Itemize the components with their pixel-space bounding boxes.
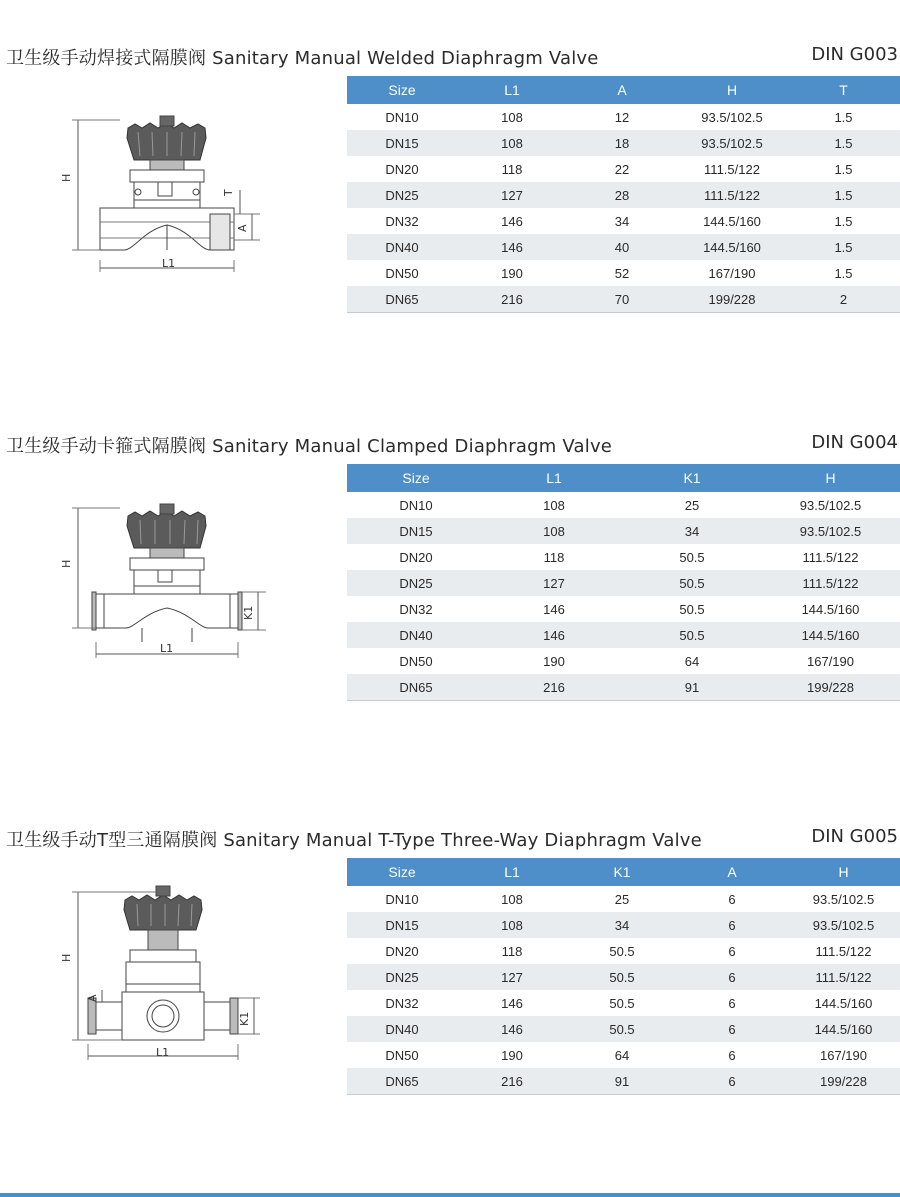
table-row <box>347 234 900 260</box>
table-cell: 6 <box>728 943 736 959</box>
table-cell: 108 <box>501 891 523 907</box>
table-row <box>347 938 900 964</box>
table-cell: 12 <box>614 109 630 125</box>
table-cell: DN15 <box>347 912 457 938</box>
table-cell: 50.5 <box>609 943 635 959</box>
label-t: T <box>222 189 235 196</box>
table-cell: 118 <box>501 943 523 959</box>
table-cell: 6 <box>728 1047 736 1063</box>
table-cell: DN25 <box>347 570 485 596</box>
section-title: 卫生级手动焊接式隔膜阀 Sanitary Manual Welded Diaphragm Valve <box>6 48 599 69</box>
table-cell: 144.5/160 <box>787 1016 900 1042</box>
spec-table-g003 <box>347 76 900 313</box>
label-k1: K1 <box>242 605 255 620</box>
table-cell: 64 <box>684 653 700 669</box>
footer-bar <box>0 1193 900 1197</box>
label-k1: K1 <box>238 1011 251 1026</box>
table-cell: 28 <box>567 182 677 208</box>
table-cell: 93.5/102.5 <box>787 912 900 938</box>
label-h: H <box>60 953 73 962</box>
table-cell: DN20 <box>399 549 433 565</box>
table-cell: 1.5 <box>787 130 900 156</box>
table-cell: 91 <box>623 674 761 701</box>
column-header: K1 <box>623 464 761 492</box>
column-header: L1 <box>485 464 623 492</box>
table-row <box>347 990 900 1016</box>
table-row <box>347 1016 900 1042</box>
table-row <box>347 544 900 570</box>
table-cell: DN32 <box>399 601 433 617</box>
label-l1: L1 <box>156 1046 170 1059</box>
section-title-row <box>0 826 900 856</box>
table-cell: DN25 <box>347 964 457 990</box>
table-cell: 93.5/102.5 <box>761 518 900 544</box>
table-cell: DN15 <box>347 130 457 156</box>
table-cell: 40 <box>567 234 677 260</box>
table-cell: 1.5 <box>834 213 853 229</box>
column-header: Size <box>347 858 457 886</box>
table-header-row <box>347 464 900 492</box>
table-cell: 50.5 <box>679 601 705 617</box>
table-cell: 93.5/102.5 <box>799 497 862 513</box>
column-header: H <box>761 464 900 492</box>
column-header: A <box>677 858 787 886</box>
table-cell: 1.5 <box>834 109 853 125</box>
table-cell: 118 <box>543 549 565 565</box>
table-cell: DN20 <box>385 161 419 177</box>
table-cell: 64 <box>614 1047 630 1063</box>
section-title: 卫生级手动卡箍式隔膜阀 Sanitary Manual Clamped Diaphragm Valve <box>6 436 613 457</box>
table-cell: 167/190 <box>807 653 854 669</box>
table-cell: 190 <box>501 265 523 281</box>
label-a: A <box>86 994 99 1002</box>
table-cell: DN10 <box>399 497 433 513</box>
table-cell: 108 <box>457 130 567 156</box>
welded-valve-drawing <box>60 110 270 280</box>
table-cell: 111.5/122 <box>787 964 900 990</box>
table-row <box>347 886 900 912</box>
table-cell: 93.5/102.5 <box>812 891 875 907</box>
table-cell: 118 <box>501 161 523 177</box>
table-cell: DN65 <box>347 286 457 313</box>
table-cell: 216 <box>457 286 567 313</box>
table-cell: DN65 <box>347 674 485 701</box>
table-cell: 108 <box>457 912 567 938</box>
table-header-row <box>347 76 900 104</box>
table-cell: 93.5/102.5 <box>677 130 787 156</box>
label-a: A <box>236 224 249 232</box>
table-cell: 2 <box>787 286 900 313</box>
table-cell: 1.5 <box>834 161 853 177</box>
clamped-valve-drawing <box>60 496 270 666</box>
table-cell: 144.5/160 <box>761 622 900 648</box>
table-row <box>347 570 900 596</box>
table-cell: 25 <box>614 891 630 907</box>
table-cell: 6 <box>728 995 736 1011</box>
table-cell: DN65 <box>347 1068 457 1095</box>
table-cell: 111.5/122 <box>815 943 872 959</box>
section-title-row <box>0 432 900 462</box>
column-header: Size <box>347 464 485 492</box>
table-cell: 144.5/160 <box>703 213 761 229</box>
table-cell: 167/190 <box>708 265 756 281</box>
table-row <box>347 912 900 938</box>
section-title: 卫生级手动T型三通隔膜阀 Sanitary Manual T-Type Three-Way Diaphragm Valve <box>6 830 702 851</box>
column-header: H <box>787 858 900 886</box>
t-type-valve-drawing <box>60 884 270 1074</box>
spec-table-g005 <box>347 858 900 1095</box>
section-code: DIN G003 <box>811 44 898 65</box>
table-cell: 93.5/102.5 <box>701 109 763 125</box>
table-cell: 70 <box>567 286 677 313</box>
section-code: DIN G004 <box>811 432 898 453</box>
table-cell: DN40 <box>347 1016 457 1042</box>
table-cell: 91 <box>567 1068 677 1095</box>
table-cell: 199/228 <box>761 674 900 701</box>
table-cell: DN50 <box>385 1047 419 1063</box>
table-cell: 144.5/160 <box>814 995 873 1011</box>
section-code: DIN G005 <box>811 826 898 847</box>
table-cell: DN10 <box>385 109 419 125</box>
label-l1: L1 <box>160 642 174 655</box>
table-cell: 144.5/160 <box>677 234 787 260</box>
table-cell: 18 <box>567 130 677 156</box>
label-h: H <box>60 559 73 568</box>
table-cell: 144.5/160 <box>801 601 860 617</box>
section-title-row <box>0 44 900 74</box>
table-cell: 216 <box>485 674 623 701</box>
table-cell: 1.5 <box>787 234 900 260</box>
column-header: K1 <box>567 858 677 886</box>
table-cell: 6 <box>677 912 787 938</box>
table-cell: 146 <box>457 1016 567 1042</box>
table-cell: DN20 <box>385 943 419 959</box>
table-cell: DN40 <box>347 234 457 260</box>
table-cell: 1.5 <box>834 265 853 281</box>
table-cell: 127 <box>457 964 567 990</box>
table-cell: DN50 <box>385 265 419 281</box>
table-cell: DN40 <box>347 622 485 648</box>
table-cell: 111.5/122 <box>704 161 760 177</box>
table-row <box>347 518 900 544</box>
table-cell: 146 <box>501 213 523 229</box>
table-row <box>347 156 900 182</box>
table-row <box>347 622 900 648</box>
table-cell: DN32 <box>385 213 419 229</box>
table-cell: DN50 <box>399 653 433 669</box>
table-cell: 127 <box>485 570 623 596</box>
table-row <box>347 182 900 208</box>
label-l1: L1 <box>162 257 176 270</box>
table-cell: 199/228 <box>787 1068 900 1095</box>
table-row <box>347 648 900 674</box>
label-h: H <box>60 173 73 182</box>
table-cell: 6 <box>677 964 787 990</box>
table-cell: 50.5 <box>623 622 761 648</box>
table-cell: 52 <box>614 265 630 281</box>
table-cell: 146 <box>543 601 565 617</box>
table-cell: 50.5 <box>679 549 705 565</box>
table-cell: 34 <box>567 912 677 938</box>
column-header: L1 <box>457 76 567 104</box>
table-cell: 50.5 <box>567 1016 677 1042</box>
table-cell: DN10 <box>385 891 419 907</box>
table-cell: DN32 <box>385 995 419 1011</box>
table-cell: 6 <box>728 891 736 907</box>
column-header: A <box>567 76 677 104</box>
table-cell: DN15 <box>347 518 485 544</box>
table-cell: DN25 <box>347 182 457 208</box>
table-cell: 108 <box>501 109 523 125</box>
table-cell: 108 <box>485 518 623 544</box>
table-row <box>347 260 900 286</box>
table-cell: 190 <box>543 653 565 669</box>
table-cell: 127 <box>457 182 567 208</box>
table-cell: 111.5/122 <box>802 549 859 565</box>
table-cell: 34 <box>614 213 630 229</box>
table-cell: 6 <box>677 1016 787 1042</box>
table-row <box>347 492 900 518</box>
table-cell: 199/228 <box>677 286 787 313</box>
table-cell: 146 <box>457 234 567 260</box>
table-cell: 216 <box>457 1068 567 1095</box>
table-cell: 22 <box>614 161 630 177</box>
table-cell: 111.5/122 <box>677 182 787 208</box>
column-header: Size <box>347 76 457 104</box>
column-header: L1 <box>457 858 567 886</box>
table-row <box>347 286 900 313</box>
table-row <box>347 964 900 990</box>
table-cell: 6 <box>677 1068 787 1095</box>
table-cell: 146 <box>501 995 523 1011</box>
table-header-row <box>347 858 900 886</box>
spec-table-g004 <box>347 464 900 701</box>
table-cell: 25 <box>684 497 700 513</box>
table-row <box>347 596 900 622</box>
table-cell: 111.5/122 <box>761 570 900 596</box>
table-cell: 50.5 <box>567 964 677 990</box>
column-header: H <box>677 76 787 104</box>
table-cell: 146 <box>485 622 623 648</box>
table-cell: 50.5 <box>623 570 761 596</box>
table-row <box>347 104 900 130</box>
table-row <box>347 674 900 701</box>
table-row <box>347 130 900 156</box>
table-row <box>347 208 900 234</box>
table-cell: 34 <box>623 518 761 544</box>
table-cell: 190 <box>501 1047 523 1063</box>
table-cell: 108 <box>543 497 565 513</box>
table-cell: 50.5 <box>609 995 635 1011</box>
column-header: T <box>787 76 900 104</box>
table-cell: 1.5 <box>787 182 900 208</box>
table-row <box>347 1042 900 1068</box>
table-cell: 167/190 <box>820 1047 867 1063</box>
table-row <box>347 1068 900 1095</box>
